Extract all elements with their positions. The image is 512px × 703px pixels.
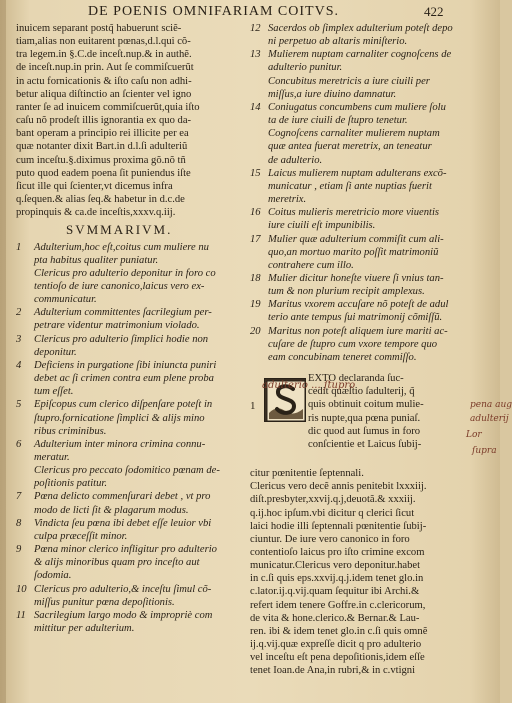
summary-item <box>250 48 470 74</box>
summary-item <box>16 543 246 582</box>
item-line: Sacrilegium largo modo & impropriè com <box>34 609 213 621</box>
item-line: Adulterium,hoc eſt,coitus cum muliere nu <box>34 241 209 253</box>
item-line: cuſare de ſtupro cum vxore tempore quo <box>268 338 438 350</box>
summary-item <box>250 167 470 206</box>
summary-item <box>250 127 470 166</box>
item-line: municatur , etiam ſi ante nuptias fuerit <box>268 180 432 192</box>
item-line: Mulierem nuptam carnaliter cognoſcens de <box>268 49 452 61</box>
item-line: miſſus,a iure diuino damnatur. <box>268 88 397 100</box>
text-line: inuicem separant postq̃ habuerunt sciẽ- <box>16 23 182 34</box>
folio-number: 422 <box>424 4 444 19</box>
text-line: conſcientie et Laicus ſubij- <box>308 438 422 450</box>
summary-item <box>250 325 470 364</box>
summary-item <box>250 75 470 101</box>
text-line: ren. ibi & idem tenet glo.in c.ſi quis omnẽ <box>250 625 428 637</box>
summary-item <box>16 490 246 516</box>
item-line: Pœna delicto commenſurari debet , vt pro <box>34 491 211 503</box>
text-line: ris nupte,qua pœna puniaſ. <box>308 412 421 424</box>
text-line: vel inceſtu eſt pena depoſitionis,idem eſſe <box>250 652 425 664</box>
item-number: 18 <box>250 272 261 284</box>
text-line: laici hodie illi ſeptennali pœnitentie ſubij- <box>250 520 427 532</box>
text-line: in actu fornicationis & iſto caſu non adhi- <box>16 75 192 87</box>
text-line: caſu nõ prodeſt illis ignorantia ex quo da- <box>16 115 192 127</box>
summary-item <box>250 233 470 272</box>
item-line: Mulier quæ adulterium commiſit cum ali- <box>268 233 444 245</box>
summary-item <box>16 306 246 332</box>
item-line: Adulterium committentes ſacrilegium per- <box>34 307 212 319</box>
item-line: & alijs minoribus quam pro inceſto aut <box>34 557 200 569</box>
item-number: 3 <box>16 333 22 345</box>
summary-item <box>16 438 246 464</box>
text-line: contentioſo laicus pro iſto crimine excom <box>250 547 425 558</box>
text-line: q.ſequen.& alias ſeq.& habetur in d.c.de <box>16 194 185 206</box>
item-line: contrahere cum illo. <box>268 259 354 271</box>
item-line: ſtupro.fornicatione ſimplici & alijs mino <box>34 412 205 424</box>
item-line: Clericus pro adulterio deponitur in foro co <box>34 267 216 279</box>
item-number: 14 <box>250 101 261 113</box>
text-line: quæ notanter dixit Bart.in d.l.ſi adulteriũ <box>16 141 188 153</box>
summary-item <box>250 298 470 324</box>
item-line: Maritus vxorem accuſare nõ poteſt de adul <box>268 299 449 311</box>
item-line: Laicus mulierem nuptam adulterans excõ- <box>268 167 447 179</box>
item-line: ta de iure ciuili de ſtupro tenetur. <box>268 115 408 127</box>
item-line: quo,an mortuo marito poſſit matrimoniũ <box>268 246 439 258</box>
item-line: Coitus mulieris meretricio more viuentis <box>268 207 440 219</box>
item-line: tentioſo de iure canonico,laicus vero ex- <box>34 280 205 292</box>
item-number: 9 <box>16 544 22 556</box>
item-number: 5 <box>16 399 22 411</box>
item-line: deponitur. <box>34 346 77 358</box>
item-number: 1 <box>16 241 22 253</box>
item-line: Maritus non poteſt aliquem iure mariti ac- <box>268 325 448 337</box>
summary-item <box>16 464 246 490</box>
item-number: 10 <box>16 583 27 595</box>
item-line: mittitur per adulterium. <box>34 623 135 635</box>
page-gutter-shadow <box>0 0 6 703</box>
item-line: ſodomia. <box>34 570 72 582</box>
item-number: 7 <box>16 491 22 503</box>
item-line: Concubitus meretricis a iure ciuili per <box>268 75 430 87</box>
right-column <box>250 22 470 678</box>
item-line: modo de licti ſit & plagarum modus. <box>34 504 189 516</box>
text-line: cedit quæſtio ſadulterij, q̃ <box>308 386 415 398</box>
handwritten-note: ſupra <box>472 446 497 456</box>
item-line: de adulterio. <box>268 154 323 166</box>
running-head: DE POENIS OMNIFARIAM COITVS. <box>88 4 339 19</box>
item-line: adulterio punitur. <box>268 62 343 74</box>
summary-item <box>250 22 470 48</box>
handwritten-note: adulterio ... ſtupro <box>262 380 356 391</box>
item-line: Clericus pro adulterio ſimplici hodie non <box>34 333 209 345</box>
item-line: Adulterium inter minora crimina connu- <box>34 438 206 450</box>
summary-item <box>16 241 246 267</box>
summary-list-left <box>16 241 246 636</box>
text-line: dic quod aut ſumus in foro <box>308 425 421 437</box>
text-line: ſicut ille qui ſcienter,vt dicemus infra <box>16 180 173 192</box>
text-line: bant operam a principio rei illicite per ea <box>16 128 189 140</box>
item-line: Clericus pro adulterio,& inceſtu ſimul cõ- <box>34 583 212 595</box>
text-line: citur pœnitentie ſeptennali. <box>250 468 364 480</box>
item-line: Deficiens in purgatione ſibi iniuncta puniri <box>34 359 217 371</box>
summary-item <box>16 333 246 359</box>
item-line: quæ antea fuerat meretrix, an teneatur <box>268 141 432 153</box>
text-line: de inceſt.nup.in prin. Aut ſe commiſcuerũt <box>16 62 194 74</box>
text-line: tenet Ioan.de Ana,in rubri,& in c.vtigni <box>250 665 416 677</box>
item-number: 11 <box>16 609 26 621</box>
text-line: Clericus vero decẽ annis penitebit lxxxiij. <box>250 481 427 493</box>
item-line: meretrix. <box>268 194 307 206</box>
page-header <box>0 4 500 24</box>
item-number: 8 <box>16 517 22 529</box>
section-body <box>250 467 470 678</box>
item-line: tum & non plurium recipit amplexus. <box>268 286 425 298</box>
item-line: communicatur. <box>34 294 97 306</box>
item-line: Cognoſcens carnaliter mulierem nuptam <box>268 128 440 140</box>
summary-item <box>250 272 470 298</box>
text-line: tra legem.in §.C.de inceſt.nup.& in authẽ. <box>16 49 192 61</box>
item-line: Clericus pro peccato ſodomitico pœnam de- <box>34 465 220 477</box>
item-line: debet ac ſi crimen contra eum plene proba <box>34 373 214 385</box>
summary-item <box>16 517 246 543</box>
text-line: quis obtinuit coitum mulie- <box>308 399 424 411</box>
item-line: miſſus punitur pœna depoſitionis. <box>34 596 175 608</box>
summary-item <box>16 267 246 306</box>
item-line: poſitionis patitur. <box>34 478 107 490</box>
item-number: 13 <box>250 49 261 61</box>
intro-text <box>16 22 246 219</box>
text-line: cum inceſtu.§.diximus proxima gõ.nõ tñ <box>16 154 186 166</box>
item-line: meratur. <box>34 452 70 463</box>
item-line: tum eſſet. <box>34 386 74 398</box>
left-column <box>16 22 246 635</box>
item-line: terio ante tempus ſui matrimonij cõmiſſũ. <box>268 312 443 324</box>
item-number: 15 <box>250 167 261 179</box>
text-line: refert idem tenere Goffre.in c.clericorum, <box>250 599 426 611</box>
text-line: de vita & hone.clerico.& Bernar.& Lau- <box>250 612 420 624</box>
summary-item <box>16 583 246 609</box>
text-line: puto quod eadem poena ſit puniendus iſte <box>16 167 191 179</box>
text-line: ciuntur. De iure vero canonico in foro <box>250 533 410 545</box>
handwritten-note: adulterij <box>470 414 509 424</box>
summary-item <box>250 101 470 127</box>
item-line: Epiſcopus cum clerico diſpenſare poteſt in <box>34 399 213 411</box>
handwritten-note: pena aug <box>470 400 512 410</box>
summary-list-right <box>250 22 470 364</box>
item-line: iure ciuili eſt impunibilis. <box>268 220 376 232</box>
item-line: ribus criminibus. <box>34 425 107 437</box>
summary-item <box>250 206 470 232</box>
text-line: betur aliqua diſtinctio an ſcienter vel igno <box>16 88 192 100</box>
item-line: eam concubinam teneret commiſſo. <box>268 351 417 363</box>
text-line: q.ij.hoc ipſum.vbi dicitur q clerici ſicut <box>250 507 415 519</box>
text-line: ranter ſe ad inuicem commiſcuerũt,quia iſto <box>16 101 200 113</box>
section-number: 1 <box>250 400 256 413</box>
item-number: 20 <box>250 325 261 337</box>
text-line: diſt.presbyter,xxvij.q.j,deuotã.& xxxiij. <box>250 494 416 506</box>
item-line: Pœna minor clerico infligitur pro adulterio <box>34 544 217 556</box>
item-line: Mulier dicitur honeſte viuere ſi vnius tan- <box>268 272 444 284</box>
item-line: Sacerdos ob ſimplex adulterium poteſt depo <box>268 23 453 34</box>
item-number: 16 <box>250 207 261 219</box>
text-line: propinquis & ca.de inceſtis,xxxv.q.iij. <box>16 207 176 219</box>
summary-item <box>16 609 246 635</box>
item-number: 12 <box>250 23 261 34</box>
text-line: in c.ſi quis eps.xxvij.q.j.idem tenet glo.in <box>250 573 424 585</box>
item-line: Vindicta ſeu pœna ibi debet eſſe leuior vbi <box>34 517 212 529</box>
text-line: tiam,alias non euitarent pœnas,d.l.qui cõ- <box>16 36 191 48</box>
text-line: ij.q.vij.quæ expreſſe dicit q pro adulterio <box>250 639 422 651</box>
handwritten-note: Lor <box>466 430 482 440</box>
item-number: 17 <box>250 233 261 245</box>
text-line: c.lator.ij.q.vij.quam ſequitur ibi Archi.& <box>250 586 420 598</box>
item-line: ni perpetuo ab altaris miniſterio. <box>268 36 408 48</box>
item-number: 19 <box>250 299 261 311</box>
item-line: Coniugatus concumbens cum muliere ſolu <box>268 101 446 113</box>
summarium-heading: SVMMARIVM. <box>66 222 173 238</box>
summary-item <box>16 359 246 398</box>
summary-item <box>16 398 246 437</box>
text-line: municatur.Clericus vero deponitur.habet <box>250 560 421 572</box>
item-line: culpa præceſſit minor. <box>34 530 128 542</box>
item-line: pta habitus qualiter puniatur. <box>34 254 159 266</box>
item-number: 4 <box>16 359 22 371</box>
item-number: 6 <box>16 438 22 450</box>
item-number: 2 <box>16 307 22 319</box>
item-line: petrare videntur matrimonium violado. <box>34 320 200 332</box>
text-line: EXTO declaranda ſuc- <box>308 373 404 385</box>
